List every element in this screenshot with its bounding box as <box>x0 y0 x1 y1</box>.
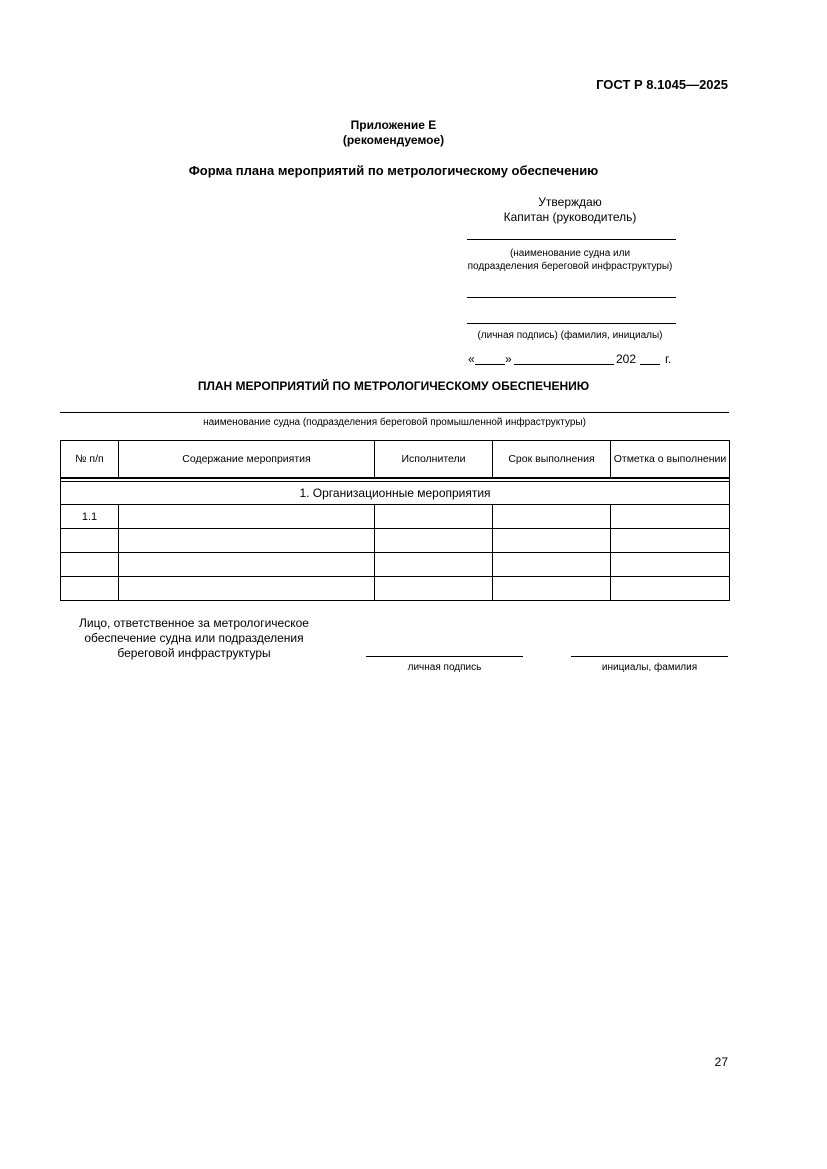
cell-executors[interactable] <box>375 529 493 553</box>
form-title: Форма плана мероприятий по метрологическому обеспечению <box>188 163 599 178</box>
cell-deadline[interactable] <box>493 529 611 553</box>
date-year-prefix: 202 <box>616 352 637 366</box>
approver-role: Капитан (руководитель) <box>503 210 637 224</box>
page-number: 27 <box>714 1055 728 1069</box>
plan-title: ПЛАН МЕРОПРИЯТИЙ ПО МЕТРОЛОГИЧЕСКОМУ ОБЕСПЕЧЕНИЮ <box>197 379 590 393</box>
date-open-quote: « <box>468 352 475 366</box>
table-row <box>61 577 730 601</box>
plan-table <box>60 440 730 601</box>
responsible-person-label <box>60 616 328 661</box>
responsible-line2: обеспечение судна или подразделения <box>84 631 304 645</box>
appendix-heading <box>0 118 787 148</box>
responsible-name-line[interactable] <box>571 656 728 657</box>
date-year-line[interactable] <box>640 364 660 365</box>
cell-number[interactable] <box>61 553 119 577</box>
plan-vessel-caption: наименование судна (подразделения береговой промышленной инфраструктуры) <box>203 417 586 428</box>
date-day-line[interactable] <box>475 364 505 365</box>
cell-number[interactable]: 1.1 <box>61 505 119 529</box>
responsible-line3: береговой инфраструктуры <box>117 646 271 660</box>
document-code: ГОСТ Р 8.1045—2025 <box>596 77 728 92</box>
col-header-content: Содержание мероприятия <box>119 441 375 479</box>
responsible-name-caption: инициалы, фамилия <box>601 662 698 673</box>
cell-content[interactable] <box>119 553 375 577</box>
table-row <box>61 505 730 529</box>
vessel-name-line[interactable] <box>467 239 676 240</box>
cell-number[interactable] <box>61 529 119 553</box>
col-header-completion: Отметка о выполнении <box>611 441 730 479</box>
cell-deadline[interactable] <box>493 577 611 601</box>
cell-completion[interactable] <box>611 553 730 577</box>
date-year-suffix: г. <box>665 352 672 366</box>
table-row <box>61 529 730 553</box>
cell-completion[interactable] <box>611 529 730 553</box>
vessel-caption-line2: подразделения береговой инфраструктуры) <box>467 261 673 272</box>
plan-vessel-line[interactable] <box>60 412 729 413</box>
responsible-line1: Лицо, ответственное за метрологическое <box>79 616 309 630</box>
vessel-name-caption <box>440 247 700 273</box>
cell-deadline[interactable] <box>493 505 611 529</box>
section-row <box>61 482 730 505</box>
cell-content[interactable] <box>119 505 375 529</box>
table-header-row <box>61 441 730 479</box>
cell-executors[interactable] <box>375 505 493 529</box>
cell-completion[interactable] <box>611 505 730 529</box>
date-close-quote: » <box>505 352 512 366</box>
col-header-number: № п/п <box>61 441 119 479</box>
vessel-caption-line1: (наименование судна или <box>509 248 631 259</box>
responsible-signature-line[interactable] <box>366 656 523 657</box>
section-title: 1. Организационные мероприятия <box>61 482 730 505</box>
col-header-deadline: Срок выполнения <box>493 441 611 479</box>
approver-signature-caption: (личная подпись) (фамилия, инициалы) <box>477 330 663 341</box>
responsible-signature-caption: личная подпись <box>407 662 482 673</box>
approver-signature-line[interactable] <box>467 323 676 324</box>
date-month-line[interactable] <box>514 364 614 365</box>
cell-number[interactable] <box>61 577 119 601</box>
appendix-subtitle: (рекомендуемое) <box>342 133 445 147</box>
cell-executors[interactable] <box>375 553 493 577</box>
col-header-executors: Исполнители <box>375 441 493 479</box>
cell-content[interactable] <box>119 577 375 601</box>
cell-content[interactable] <box>119 529 375 553</box>
table-row <box>61 553 730 577</box>
approval-label: Утверждаю <box>538 195 602 209</box>
vessel-name-line-2[interactable] <box>467 297 676 298</box>
cell-executors[interactable] <box>375 577 493 601</box>
appendix-title: Приложение Е <box>350 118 437 132</box>
cell-deadline[interactable] <box>493 553 611 577</box>
cell-completion[interactable] <box>611 577 730 601</box>
approval-date[interactable] <box>468 352 678 366</box>
